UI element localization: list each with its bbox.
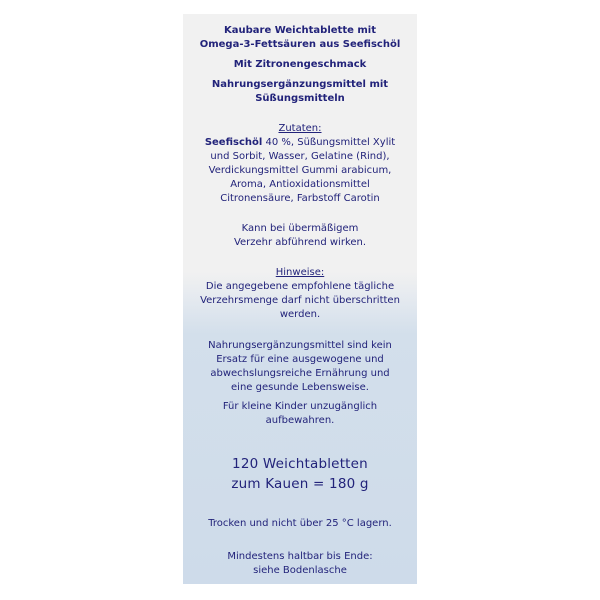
- category-line2: Süßungsmitteln: [255, 93, 345, 104]
- quantity-line1: 120 Weichtabletten: [232, 456, 368, 472]
- quantity-line2: zum Kauen = 180 g: [231, 476, 369, 492]
- notes-line3: werden.: [279, 309, 321, 320]
- children-warning-line2: aufbewahren.: [265, 415, 335, 426]
- product-title-line1: Kaubare Weichtablette mit: [224, 25, 376, 36]
- laxative-warning-line1: Kann bei übermäßigem: [241, 223, 359, 234]
- notes-heading: Hinweise:: [275, 267, 325, 278]
- best-before-line1: Mindestens haltbar bis Ende:: [227, 551, 373, 562]
- ingredients-line1: [183, 136, 417, 150]
- flavor-label: Mit Zitronengeschmack: [233, 59, 367, 70]
- ingredients-lead: Seefischöl: [204, 137, 263, 148]
- notes-line1: Die angegebene empfohlene tägliche: [205, 281, 395, 292]
- package-side-panel: [183, 14, 417, 584]
- ingredients-heading: Zutaten:: [278, 123, 322, 134]
- notes-line2: Verzehrsmenge darf nicht überschritten: [200, 295, 400, 306]
- ingredients-line3: Verdickungsmittel Gummi arabicum,: [208, 165, 392, 176]
- ingredients-line2: und Sorbit, Wasser, Gelatine (Rind),: [210, 151, 390, 162]
- laxative-warning-line2: Verzehr abführend wirken.: [233, 237, 367, 248]
- disclaimer-line4: eine gesunde Lebensweise.: [231, 382, 369, 393]
- product-title-line2: Omega-3-Fettsäuren aus Seefischöl: [199, 39, 401, 50]
- disclaimer-line3: abwechslungsreiche Ernährung und: [210, 368, 390, 379]
- ingredients-line4: Aroma, Antioxidationsmittel: [230, 179, 370, 190]
- storage-instruction: Trocken und nicht über 25 °C lagern.: [208, 518, 392, 529]
- children-warning-line1: Für kleine Kinder unzugänglich: [222, 401, 378, 412]
- disclaimer-line2: Ersatz für eine ausgewogene und: [216, 354, 384, 365]
- best-before-line2: siehe Bodenlasche: [253, 565, 347, 576]
- category-line1: Nahrungsergänzungsmittel mit: [211, 79, 389, 90]
- ingredients-line5: Citronensäure, Farbstoff Carotin: [220, 193, 380, 204]
- disclaimer-line1: Nahrungsergänzungsmittel sind kein: [208, 340, 392, 351]
- ingredients-line1-rest: 40 %, Süßungsmittel Xylit: [262, 137, 396, 148]
